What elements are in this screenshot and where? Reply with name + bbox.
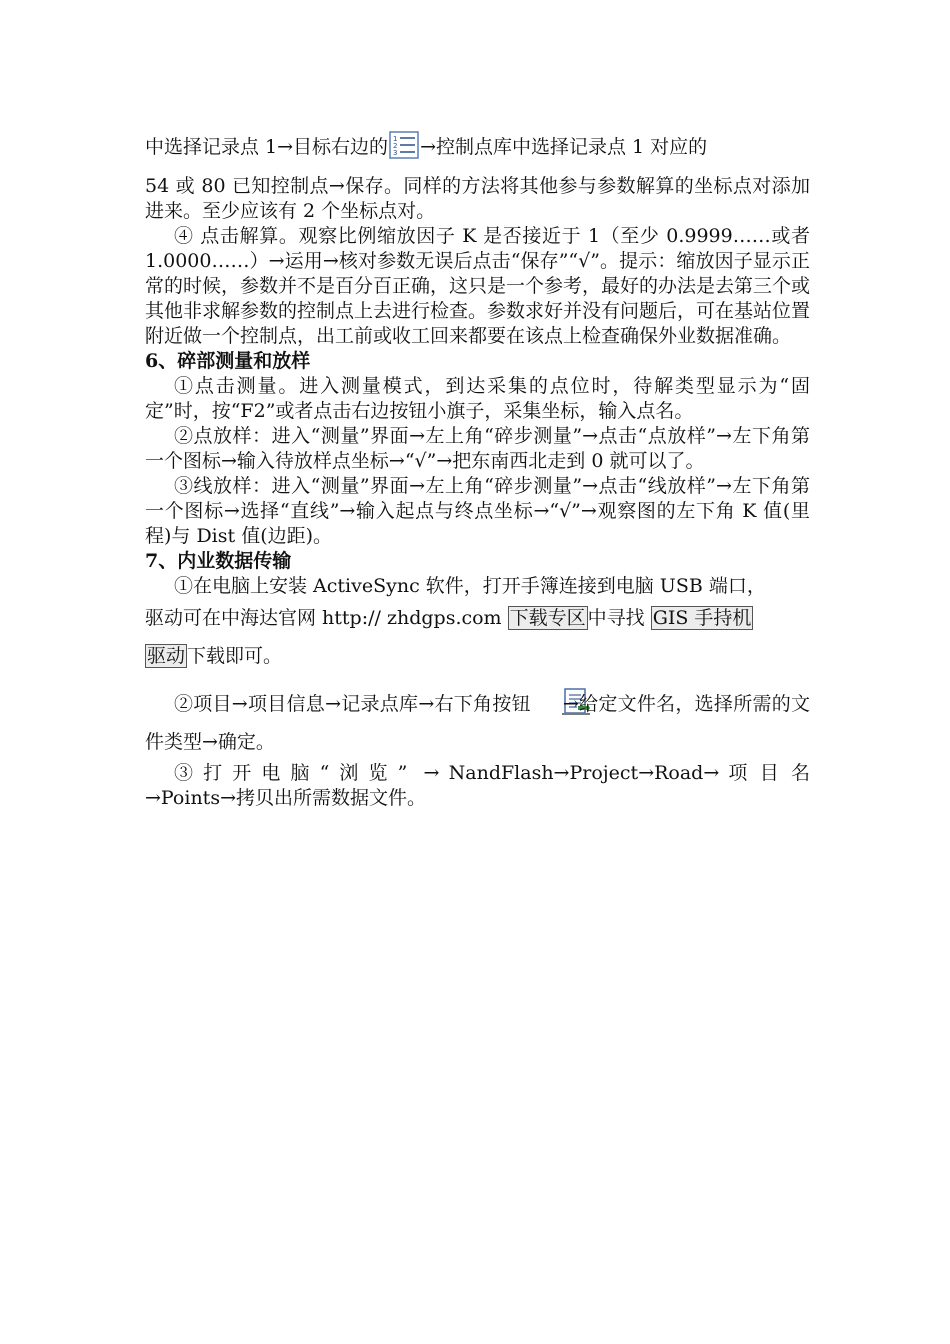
svg-text:1: 1 (393, 135, 398, 143)
paragraph-solve: ④ 点击解算。观察比例缩放因子 K 是否接近于 1（至少 0.9999……或者 1.0000……）→运用→核对参数无误后点击“保存”“√”。提示：缩放因子显示正常的时候，参数并不是百分百正确，这只是一个参考，最好的办法是去第三个或其他非求解参数的控制点上去进行检查。参数求好并没有问题后，可在基站位置附近做一个控制点，出工前或收工回来都要在该点上检查确保外业数据准确。 (145, 225, 811, 347)
numbered-list-icon (389, 131, 419, 159)
paragraph-line-stakeout: ③线放样：进入“测量”界面→左上角“碎步测量”→点击“线放样”→左下角第一个图标→选择“直线”→输入起点与终点坐标→“√”→观察图的左下角 K 值(里程)与 Dist 值(边距)。 (145, 475, 810, 547)
svg-text:3: 3 (393, 149, 398, 157)
svg-text:2: 2 (393, 142, 398, 150)
export-document-icon (532, 688, 562, 716)
heading-section-6: 6、碎部测量和放样 (145, 350, 311, 372)
paragraph-point-stakeout: ②点放样：进入“测量”界面→左上角“碎步测量”→点击“点放样”→左下角第一个图标→输入待放样点坐标→“√”→把东南西北走到 0 就可以了。 (145, 425, 810, 472)
paragraph-driver-download: 驱动可在中海达官网 http:// zhdgps.com 下载专区 中寻找 GIS 手持机 驱动 下载即可。 (145, 607, 752, 667)
gis-handheld-driver-link-cont[interactable]: 驱动 (147, 645, 186, 667)
heading-section-7: 7、内业数据传输 (145, 550, 292, 572)
paragraph-copy-files: ③打开电脑“浏览” → NandFlash→Project→Road→ 项 目 名→Points→拷贝出所需数据文件。 (145, 762, 810, 809)
paragraph-activesync: ①在电脑上安装 ActiveSync 软件，打开手簿连接到电脑 USB 端口， (174, 575, 766, 597)
document-page (145, 128, 810, 811)
paragraph-measure: ①点击测量。进入测量模式，到达采集的点位时，待解类型显示为“固定”时，按“F2”或者点击右边按钮小旗子，采集坐标，输入点名。 (145, 375, 810, 422)
paragraph-export: ②项目→项目信息→记录点库→右下角按钮 →给定文件名，选择所需的文件类型→确定。 (145, 685, 810, 761)
gis-handheld-driver-link[interactable]: GIS 手持机 (652, 607, 752, 629)
download-zone-link[interactable]: 下载专区 (509, 607, 586, 629)
paragraph-record-point-cont: 54 或 80 已知控制点→保存。同样的方法将其他参与参数解算的坐标点对添加进来。至少应该有 2 个坐标点对。 (145, 175, 810, 222)
paragraph-record-point: 中选择记录点 1→目标右边的 1 2 3 →控制点库中选择记录点 1 对应的 (145, 128, 810, 166)
